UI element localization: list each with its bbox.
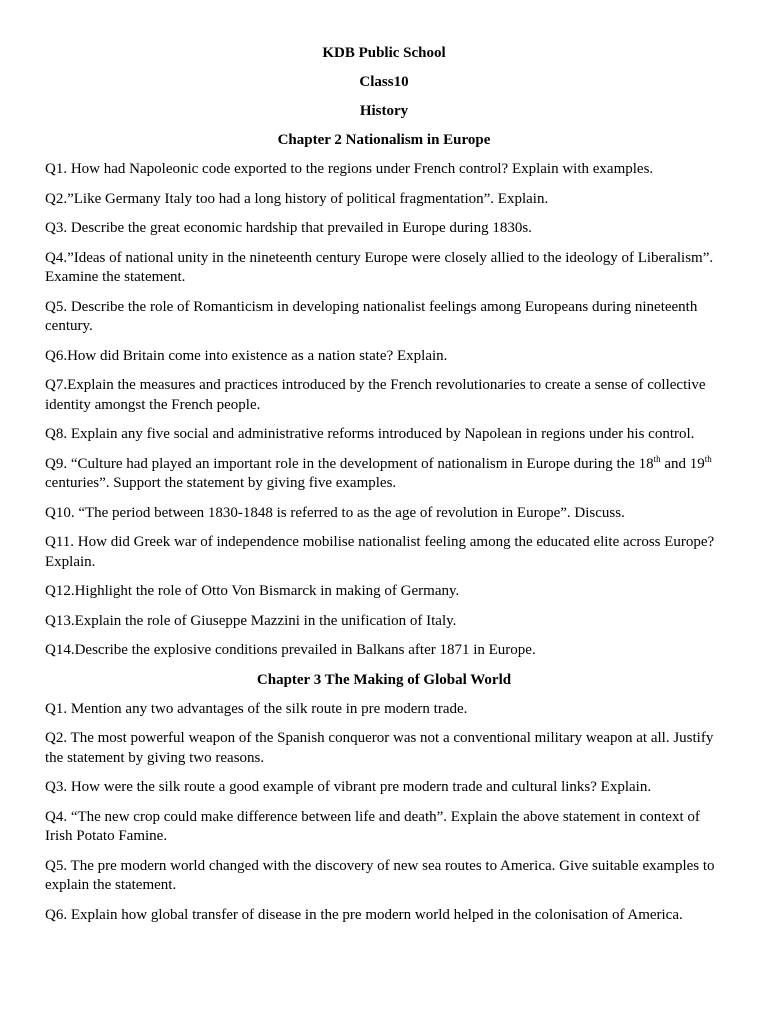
school-name: KDB Public School xyxy=(322,45,446,61)
question-2-3: Q3. Describe the great economic hardship that prevailed in Europe during 1830s. xyxy=(45,220,532,236)
question-3-4: Q4. “The new crop could make difference between life and death”. Explain the above statement in context of Irish Potato Famine. xyxy=(45,808,700,844)
question-2-1: Q1. How had Napoleonic code exported to the regions under French control? Explain with examples. xyxy=(45,161,654,177)
subject-name: History xyxy=(359,103,409,119)
question-3-2: Q2. The most powerful weapon of the Spanish conqueror was not a conventional military weapon at all. Justify the statement by giving two reasons. xyxy=(45,730,714,766)
question-2-9-part3: centuries”. Support the statement by giving five examples. xyxy=(45,475,397,491)
question-2-9-part2: and 19 xyxy=(660,455,705,472)
question-3-3: Q3. How were the silk route a good example of vibrant pre modern trade and cultural links? Explain. xyxy=(45,779,652,795)
question-2-10: Q10. “The period between 1830-1848 is referred to as the age of revolution in Europe”. Discuss. xyxy=(45,504,625,521)
question-2-6: Q6.How did Britain come into existence as a nation state? Explain. xyxy=(45,347,448,364)
question-2-11: Q11. How did Greek war of independence mobilise nationalist feeling among the educated elite across Europe? Explain. xyxy=(45,534,715,570)
chapter-3-heading: Chapter 3 The Making of Global World xyxy=(256,671,512,688)
class-name: Class10 xyxy=(359,74,409,90)
question-2-14: Q14.Describe the explosive conditions prevailed in Balkans after 1871 in Europe. xyxy=(45,642,536,658)
question-3-5: Q5. The pre modern world changed with the discovery of new sea routes to America. Give suitable examples to explain the statement. xyxy=(45,857,715,893)
question-2-8: Q8. Explain any five social and administrative reforms introduced by Napolean in regions under his control. xyxy=(45,426,695,442)
question-2-5: Q5. Describe the role of Romanticism in developing nationalist feelings among Europeans during nineteenth century. xyxy=(45,298,698,334)
question-3-1: Q1. Mention any two advantages of the silk route in pre modern trade. xyxy=(45,700,468,717)
question-2-9 xyxy=(45,455,723,494)
question-2-9-sup2: th xyxy=(704,453,712,464)
question-2-4: Q4.”Ideas of national unity in the nineteenth century Europe were closely allied to the ideology of Liberalism”. Examine the statement. xyxy=(45,249,714,285)
question-3-6: Q6. Explain how global transfer of disease in the pre modern world helped in the colonisation of America. xyxy=(45,906,683,923)
question-2-12: Q12.Highlight the role of Otto Von Bismarck in making of Germany. xyxy=(45,583,460,599)
question-2-7: Q7.Explain the measures and practices introduced by the French revolutionaries to create a sense of collective identity amongst the French people. xyxy=(45,377,706,413)
question-2-13: Q13.Explain the role of Giuseppe Mazzini in the unification of Italy. xyxy=(45,612,457,629)
chapter-2-heading: Chapter 2 Nationalism in Europe xyxy=(277,132,491,148)
question-2-9-sup1: th xyxy=(653,453,661,464)
question-2-9-part1: Q9. “Culture had played an important role in the development of nationalism in Europe during the 18 xyxy=(45,455,654,472)
question-2-2: Q2.”Like Germany Italy too had a long history of political fragmentation”. Explain. xyxy=(45,190,549,207)
